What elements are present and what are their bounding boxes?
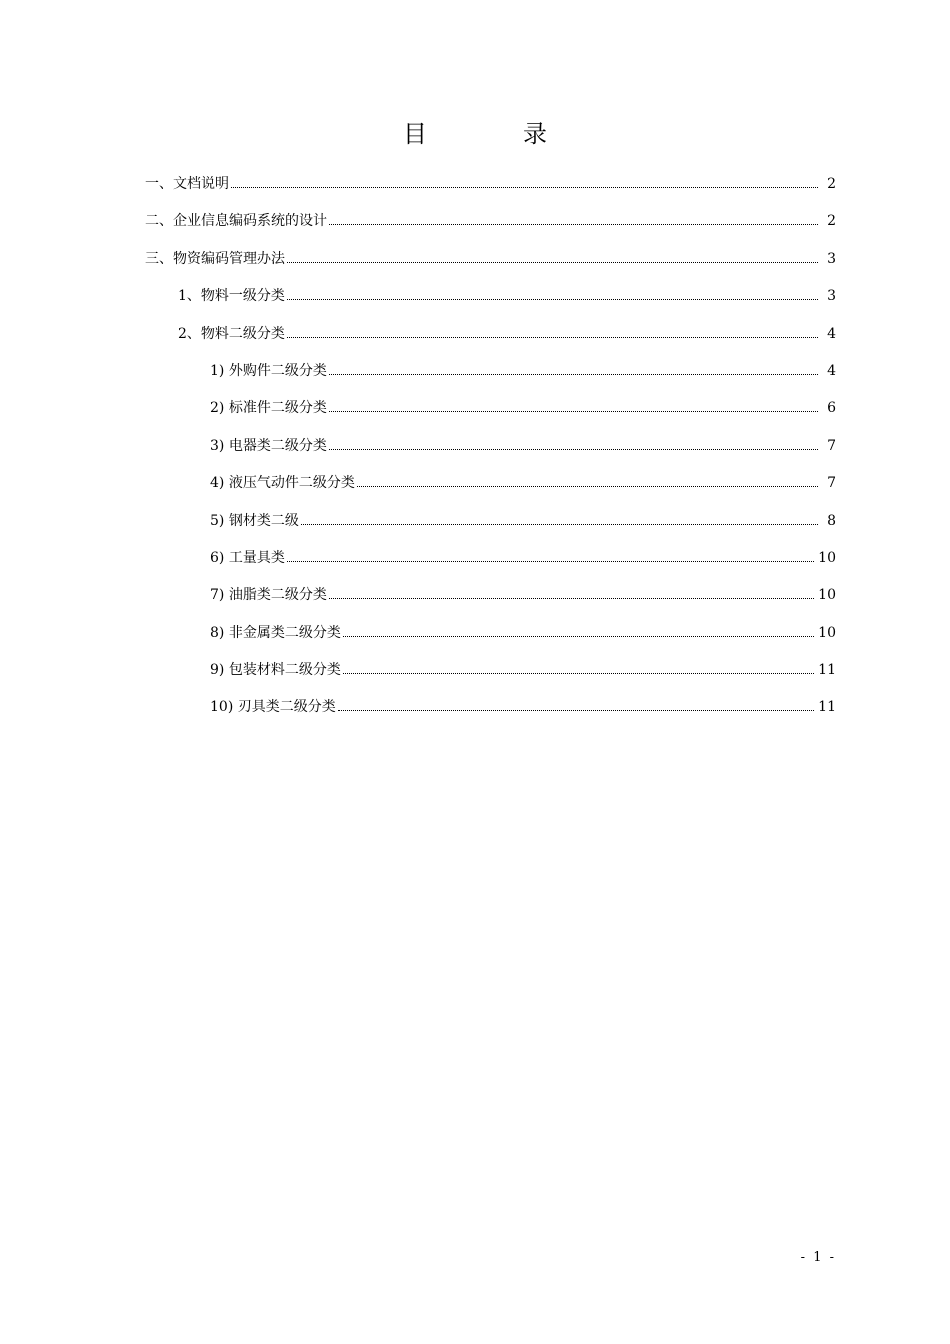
- page-number: - 1 -: [800, 1250, 836, 1265]
- toc-entry-page: 4: [827, 362, 836, 379]
- toc-entry-label: 6) 工量具类: [210, 549, 285, 566]
- toc-dot-leader: [287, 323, 818, 338]
- toc-entry-label: 二、企业信息编码系统的设计: [145, 213, 327, 230]
- toc-entry-page: 10: [818, 624, 836, 641]
- toc-entry-tools-gauges[interactable]: [0, 547, 950, 584]
- toc-entry-label: 3) 电器类二级分类: [210, 437, 327, 454]
- toc-dot-leader: [329, 435, 818, 450]
- toc-entry-standard-parts[interactable]: [0, 397, 950, 434]
- toc-entry-page: 8: [827, 512, 836, 529]
- toc-dot-leader: [343, 659, 814, 674]
- toc-entry-material-coding-method[interactable]: [0, 248, 950, 285]
- toc-entry-page: 2: [827, 176, 836, 192]
- toc-dot-leader: [287, 285, 818, 300]
- toc-entry-level2-classification[interactable]: [0, 323, 950, 360]
- table-of-contents: [0, 173, 950, 734]
- toc-dot-leader: [338, 696, 814, 711]
- toc-entry-page: 10: [818, 549, 836, 566]
- toc-dot-leader: [287, 547, 814, 562]
- toc-entry-purchased-parts[interactable]: [0, 360, 950, 397]
- toc-entry-system-design[interactable]: [0, 210, 950, 247]
- toc-entry-label: 9) 包装材料二级分类: [210, 662, 341, 679]
- toc-entry-label: 5) 钢材类二级: [210, 512, 299, 529]
- toc-dot-leader: [343, 622, 814, 637]
- toc-entry-page: 3: [827, 250, 836, 267]
- toc-dot-leader: [329, 397, 818, 412]
- toc-entry-label: 4) 液压气动件二级分类: [210, 475, 355, 492]
- toc-entry-page: 11: [818, 662, 836, 679]
- toc-entry-label: 1、物料一级分类: [178, 288, 285, 305]
- toc-entry-steel[interactable]: [0, 510, 950, 547]
- toc-entry-packaging[interactable]: [0, 659, 950, 696]
- toc-entry-label: 10) 刃具类二级分类: [210, 699, 336, 716]
- toc-entry-label: 2) 标准件二级分类: [210, 400, 327, 417]
- toc-dot-leader: [301, 510, 818, 525]
- toc-entry-hydraulic-pneumatic[interactable]: [0, 472, 950, 509]
- toc-entry-label: 1) 外购件二级分类: [210, 362, 327, 379]
- toc-dot-leader: [231, 173, 818, 188]
- toc-title: 目 录: [403, 120, 583, 148]
- toc-entry-label: 2、物料二级分类: [178, 325, 285, 342]
- toc-entry-grease[interactable]: [0, 584, 950, 621]
- toc-entry-page: 7: [827, 475, 836, 492]
- toc-entry-label: 三、物资编码管理办法: [145, 250, 285, 267]
- toc-entry-page: 4: [827, 325, 836, 342]
- toc-entry-page: 7: [827, 437, 836, 454]
- toc-entry-page: 3: [827, 288, 836, 305]
- toc-entry-electrical[interactable]: [0, 435, 950, 472]
- toc-entry-level1-classification[interactable]: [0, 285, 950, 322]
- toc-entry-non-metal[interactable]: [0, 622, 950, 659]
- toc-entry-page: 6: [827, 400, 836, 417]
- toc-entry-label: 8) 非金属类二级分类: [210, 624, 341, 641]
- toc-entry-page: 2: [827, 213, 836, 230]
- toc-dot-leader: [329, 210, 818, 225]
- toc-dot-leader: [329, 584, 814, 599]
- toc-entry-page: 10: [818, 587, 836, 604]
- toc-dot-leader: [329, 360, 818, 375]
- toc-entry-label: 一、文档说明: [145, 176, 229, 192]
- toc-entry-page: 11: [818, 699, 836, 716]
- toc-entry-label: 7) 油脂类二级分类: [210, 587, 327, 604]
- toc-entry-cutting-tools[interactable]: [0, 696, 950, 733]
- toc-dot-leader: [287, 248, 818, 263]
- toc-dot-leader: [357, 472, 818, 487]
- toc-entry-document-description[interactable]: [0, 173, 950, 210]
